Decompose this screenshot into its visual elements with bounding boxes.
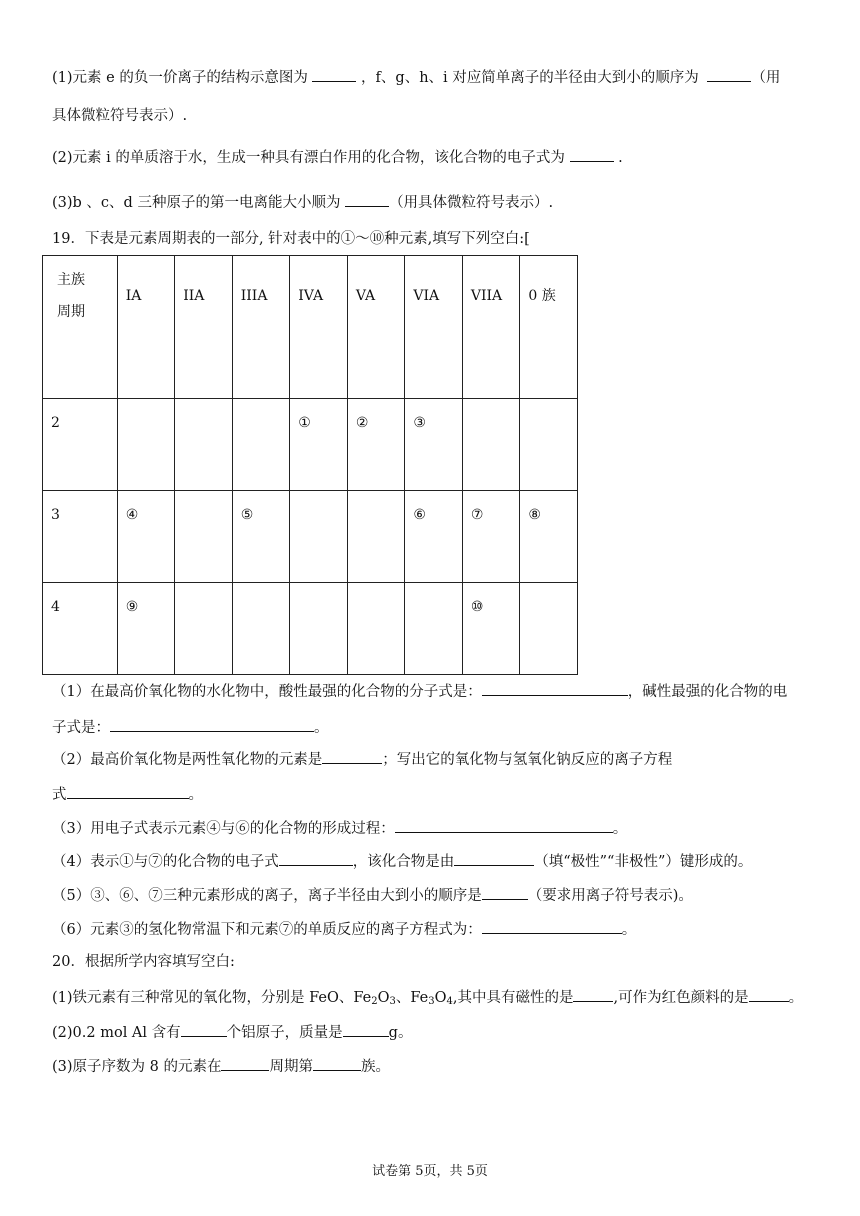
q19-sub2-line2: 式 。 bbox=[52, 783, 203, 805]
answer-blank[interactable] bbox=[343, 1021, 389, 1037]
q20-sub3: (3)原子序数为 8 的元素在 周期第 族。 bbox=[52, 1055, 390, 1077]
answer-blank[interactable] bbox=[570, 146, 614, 162]
element-cell: ③ bbox=[405, 399, 463, 491]
element-cell bbox=[232, 399, 290, 491]
element-cell bbox=[175, 399, 233, 491]
q20-sub2: (2)0.2 mol Al 含有 个铝原子，质量是 g。 bbox=[52, 1021, 412, 1043]
element-cell: ⑤ bbox=[232, 491, 290, 583]
table-corner-cell: 主族 周期 bbox=[43, 256, 118, 399]
q19-sub6: （6）元素③的氢化物常温下和元素⑦的单质反应的离子方程式为： 。 bbox=[52, 918, 636, 940]
element-cell bbox=[347, 491, 405, 583]
page-footer: 试卷第 5页，共 5页 bbox=[372, 1164, 488, 1179]
table-row bbox=[43, 491, 578, 583]
element-cell: ⑥ bbox=[405, 491, 463, 583]
element-cell: ⑧ bbox=[520, 491, 578, 583]
table-header-row bbox=[43, 256, 578, 399]
answer-blank[interactable] bbox=[181, 1021, 227, 1037]
answer-blank[interactable] bbox=[454, 850, 534, 866]
element-cell bbox=[290, 583, 348, 675]
answer-blank[interactable] bbox=[707, 66, 751, 82]
answer-blank[interactable] bbox=[322, 748, 382, 764]
answer-blank[interactable] bbox=[345, 191, 389, 207]
element-cell bbox=[405, 583, 463, 675]
period-label: 3 bbox=[43, 491, 118, 583]
answer-blank[interactable] bbox=[573, 986, 613, 1002]
answer-blank[interactable] bbox=[482, 884, 528, 900]
element-cell: ④ bbox=[117, 491, 175, 583]
element-cell: ① bbox=[290, 399, 348, 491]
element-cell bbox=[462, 399, 520, 491]
element-cell: ⑩ bbox=[462, 583, 520, 675]
group-header: VIIA bbox=[462, 256, 520, 399]
table-row bbox=[43, 399, 578, 491]
answer-blank[interactable] bbox=[221, 1055, 269, 1071]
answer-blank[interactable] bbox=[279, 850, 353, 866]
element-cell bbox=[520, 583, 578, 675]
period-label: 4 bbox=[43, 583, 118, 675]
group-header: IA bbox=[117, 256, 175, 399]
q19-sub5: （5）③、⑥、⑦三种元素形成的离子，离子半径由大到小的顺序是 （要求用离子符号表示)。 bbox=[52, 884, 693, 906]
group-header: VIA bbox=[405, 256, 463, 399]
q19-sub3: （3）用电子式表示元素④与⑥的化合物的形成过程： 。 bbox=[52, 817, 627, 839]
table-row bbox=[43, 583, 578, 675]
answer-blank[interactable] bbox=[67, 783, 189, 799]
group-header: IIIA bbox=[232, 256, 290, 399]
periodic-table-excerpt bbox=[42, 255, 578, 675]
q20-intro: 20．根据所学内容填写空白: bbox=[52, 954, 235, 970]
element-cell bbox=[347, 583, 405, 675]
group-header: IVA bbox=[290, 256, 348, 399]
element-cell: ⑦ bbox=[462, 491, 520, 583]
answer-blank[interactable] bbox=[482, 918, 622, 934]
q19-sub2-line1: （2）最高价氧化物是两性氧化物的元素是 ；写出它的氧化物与氢氧化钠反应的离子方程 bbox=[52, 748, 672, 770]
element-cell bbox=[175, 583, 233, 675]
element-cell bbox=[175, 491, 233, 583]
group-header: VA bbox=[347, 256, 405, 399]
element-cell bbox=[117, 399, 175, 491]
element-cell bbox=[520, 399, 578, 491]
q20-sub1: (1)铁元素有三种常见的氧化物，分别是 FeO、$Fe_2O_3$、$Fe_3O_4$,其中具有磁性的是 ,可作为红色颜料的是 。 bbox=[52, 986, 803, 1012]
q19-intro: 19．下表是元素周期表的一部分, 针对表中的①～⑩种元素,填写下列空白:[ bbox=[52, 231, 530, 247]
q19-sub1-line2: 子式是： 。 bbox=[52, 716, 329, 738]
answer-blank[interactable] bbox=[482, 680, 628, 696]
q18-part1-line1: (1)元素 e 的负一价离子的结构示意图为 ，f、g、h、i 对应简单离子的半径由大到小的顺序为 （用 bbox=[52, 66, 780, 88]
group-header: 0 族 bbox=[520, 256, 578, 399]
element-cell bbox=[290, 491, 348, 583]
period-label: 2 bbox=[43, 399, 118, 491]
q18-part1-line2: 具体微粒符号表示）. bbox=[52, 108, 188, 124]
q18-part3: (3)b 、c、d 三种原子的第一电离能大小顺为 （用具体微粒符号表示）. bbox=[52, 191, 553, 213]
q19-sub1-line1: （1）在最高价氧化物的水化物中，酸性最强的化合物的分子式是： ，碱性最强的化合物的电 bbox=[52, 680, 787, 702]
q19-sub4: （4）表示①与⑦的化合物的电子式 ，该化合物是由 （填“极性”“非极性”）键形成的。 bbox=[52, 850, 752, 872]
q18-part2: (2)元素 i 的单质溶于水，生成一种具有漂白作用的化合物，该化合物的电子式为 . bbox=[52, 146, 623, 168]
answer-blank[interactable] bbox=[110, 716, 314, 732]
element-cell: ② bbox=[347, 399, 405, 491]
answer-blank[interactable] bbox=[395, 817, 613, 833]
answer-blank[interactable] bbox=[749, 986, 789, 1002]
group-header: IIA bbox=[175, 256, 233, 399]
element-cell bbox=[232, 583, 290, 675]
element-cell: ⑨ bbox=[117, 583, 175, 675]
answer-blank[interactable] bbox=[312, 66, 356, 82]
answer-blank[interactable] bbox=[313, 1055, 361, 1071]
